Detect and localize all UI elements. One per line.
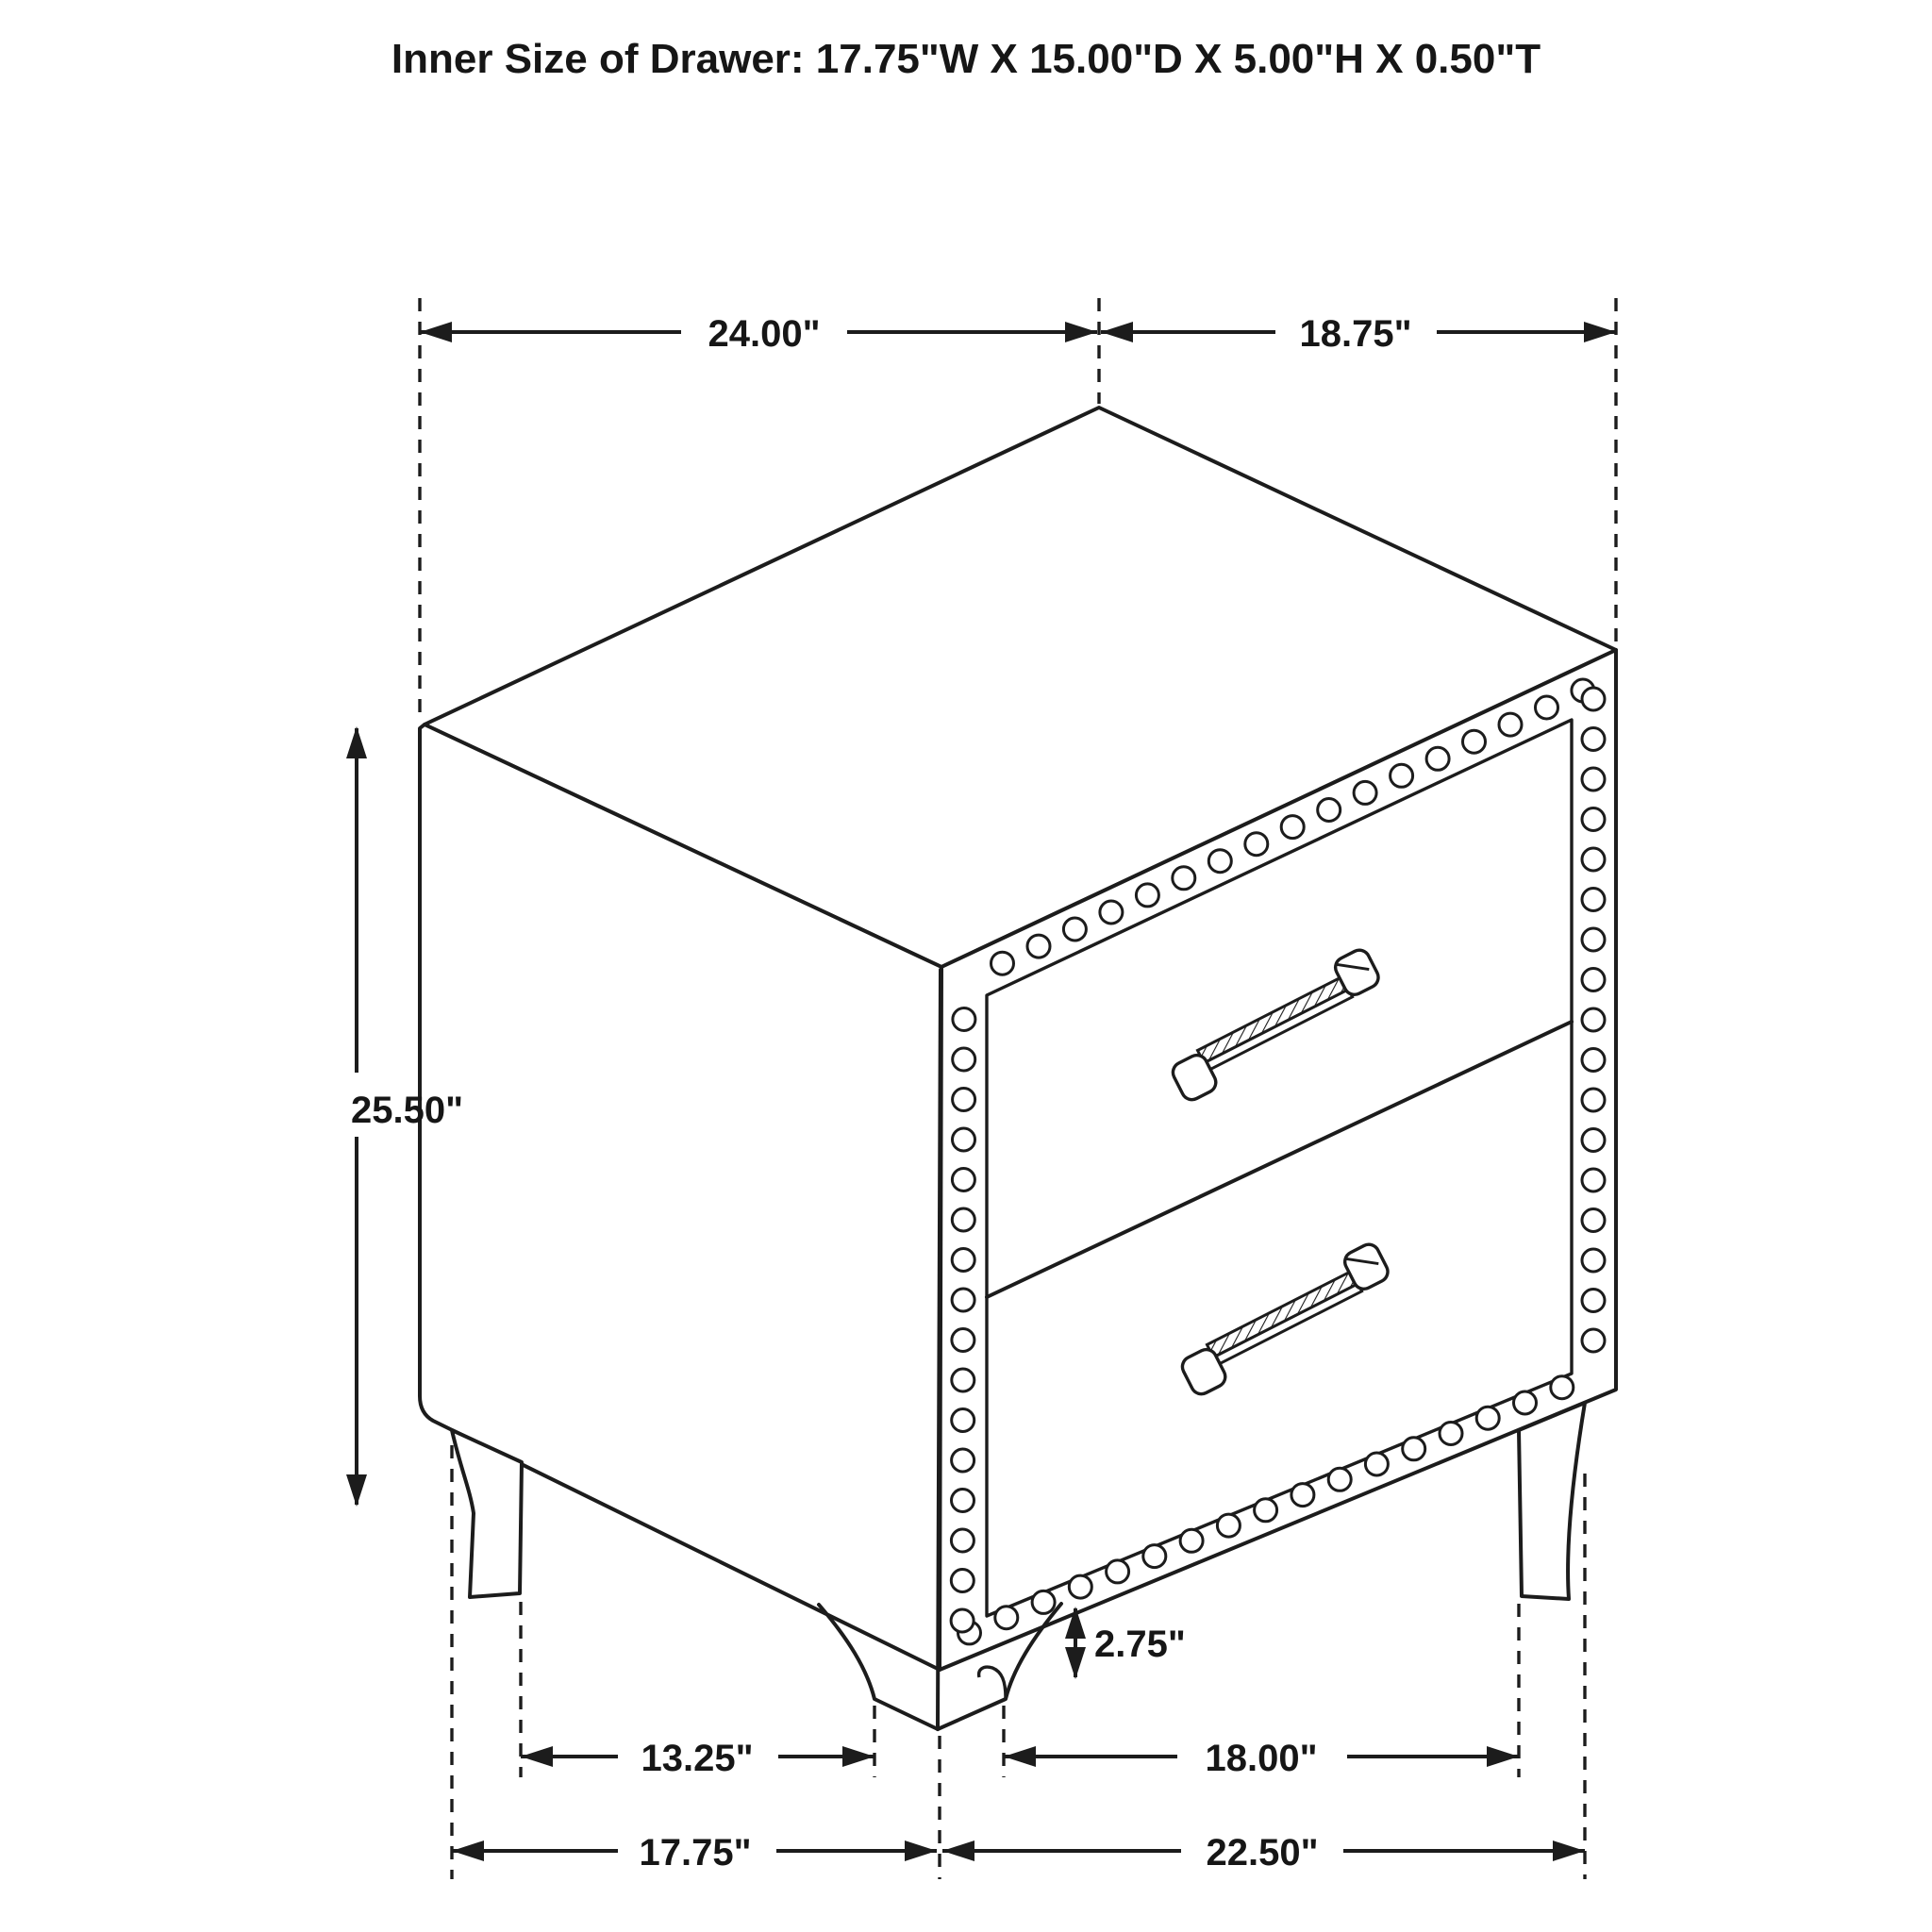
nightstand-drawing (420, 408, 1616, 1729)
dim-side-leg-outer (942, 1832, 1585, 1874)
nailhead-stud (1107, 1560, 1129, 1583)
nailhead-stud (1582, 848, 1605, 871)
nailhead-stud (1328, 1468, 1351, 1491)
nailhead-stud (1217, 1514, 1240, 1537)
nailhead-stud (953, 1089, 975, 1111)
dim-label-side-leg-outer: 22.50" (1206, 1832, 1319, 1874)
nailhead-stud (1582, 1008, 1605, 1031)
nailhead-stud (1582, 1049, 1605, 1072)
nailhead-stud (1318, 799, 1341, 822)
dim-label-front-leg-outer: 17.75" (639, 1832, 752, 1874)
nailhead-stud (952, 1409, 974, 1432)
nailhead-stud (1582, 1089, 1605, 1111)
nailhead-stud (1582, 728, 1605, 751)
nailhead-stud (951, 1570, 974, 1592)
dim-front-leg-outer (452, 1832, 937, 1874)
nailhead-stud (1426, 747, 1449, 770)
nailhead-stud (1514, 1391, 1537, 1414)
dim-label-leg-height: 2.75" (1094, 1624, 1186, 1665)
nailhead-stud (952, 1449, 974, 1472)
nailhead-stud (1173, 867, 1195, 890)
nailhead-stud (1281, 816, 1304, 839)
nailhead-stud (1582, 688, 1605, 710)
nailhead-stud (1032, 1591, 1055, 1613)
nailhead-stud (1582, 928, 1605, 951)
dim-label-front-leg-inner: 13.25" (641, 1738, 754, 1779)
nailhead-stud (952, 1208, 974, 1231)
center-leg-scroll (979, 1667, 1006, 1698)
nailhead-stud (1582, 1209, 1605, 1232)
nailhead-stud (1463, 730, 1486, 753)
nailhead-stud (1440, 1423, 1462, 1445)
nailhead-stud (952, 1369, 974, 1391)
nailhead-stud (1403, 1438, 1425, 1460)
dim-front-leg-inner (521, 1738, 874, 1779)
nailhead-stud (1027, 935, 1050, 958)
nailhead-stud (1582, 808, 1605, 831)
nailhead-stud (952, 1169, 974, 1191)
nailhead-stud (952, 1289, 974, 1311)
nailhead-stud (1551, 1376, 1574, 1399)
nailhead-stud (1476, 1407, 1499, 1429)
nailhead-stud (1582, 969, 1605, 991)
nailhead-stud (1582, 1329, 1605, 1352)
nailhead-stud (953, 1128, 975, 1151)
dim-label-top-width: 24.00" (708, 313, 821, 355)
nailhead-stud (952, 1329, 974, 1352)
dim-leg-height (1065, 1607, 1186, 1679)
nailhead-stud (995, 1607, 1018, 1629)
nailhead-stud (1582, 1249, 1605, 1272)
nailhead-stud (1582, 768, 1605, 791)
nailhead-stud (1136, 884, 1158, 907)
nailhead-stud (1245, 833, 1268, 856)
nailhead-stud (1143, 1545, 1166, 1568)
dim-top-depth (1101, 313, 1616, 355)
nailhead-stud (1582, 1290, 1605, 1312)
nailhead-stud (951, 1529, 974, 1552)
dim-side-leg-inner (1004, 1738, 1519, 1779)
nailhead-stud (951, 1609, 974, 1632)
nailhead-stud (1354, 781, 1376, 804)
nailhead-stud (1255, 1499, 1277, 1522)
nailhead-stud (1365, 1453, 1388, 1475)
nailhead-stud (1208, 850, 1231, 873)
nailhead-stud (1499, 713, 1522, 736)
front-right-leg (1519, 1403, 1585, 1599)
dim-label-side-leg-inner: 18.00" (1205, 1738, 1318, 1779)
dim-label-overall-height: 25.50" (351, 1090, 464, 1131)
nailhead-stud (1100, 901, 1123, 924)
nailhead-stud (1180, 1529, 1203, 1552)
nailhead-stud (991, 952, 1014, 974)
diagram-title: Inner Size of Drawer: 17.75"W X 15.00"D X 5.00"H X 0.50"T (391, 36, 1541, 82)
nailhead-stud (953, 1008, 975, 1031)
nailhead-stud (1063, 918, 1086, 941)
nailhead-stud (1291, 1484, 1314, 1507)
nailhead-stud (952, 1249, 974, 1272)
nailhead-stud (1391, 764, 1413, 787)
nailhead-stud (952, 1490, 974, 1512)
nailhead-stud (953, 1048, 975, 1071)
dim-top-width (420, 313, 1097, 355)
dim-label-top-depth: 18.75" (1299, 313, 1412, 355)
nailhead-stud (1582, 889, 1605, 911)
nailhead-stud (1069, 1575, 1091, 1598)
nailhead-stud (1536, 696, 1558, 719)
nailhead-stud (1582, 1129, 1605, 1152)
nailhead-stud (1582, 1169, 1605, 1191)
